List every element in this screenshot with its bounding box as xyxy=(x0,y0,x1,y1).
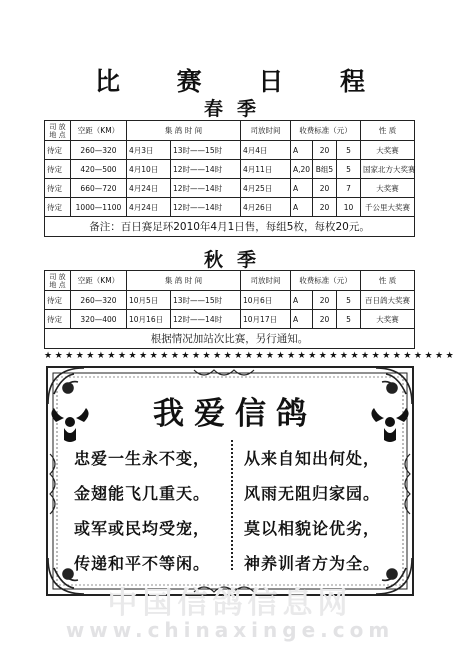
autumn-season-title: 秋季 xyxy=(203,249,270,271)
cell-distance: 660—720 xyxy=(71,179,127,198)
table-header-row xyxy=(45,121,415,141)
cell-release-date: 4月25日 xyxy=(241,179,291,198)
cell-grade: A xyxy=(291,291,313,310)
cell-location: 待定 xyxy=(45,198,71,217)
cell-collect-time: 12时——14时 xyxy=(171,198,241,217)
cell-release-date: 4月4日 xyxy=(241,141,291,160)
poem-left-line: 传递和平不等闲。 xyxy=(74,554,211,573)
cell-fee: 20 xyxy=(313,198,337,217)
cell-fee: 20 xyxy=(313,179,337,198)
table-row xyxy=(45,179,415,198)
header-release-time: 司放时间 xyxy=(241,271,291,291)
header-location: 司 放 地 点 xyxy=(45,121,71,141)
cell-collect-date: 4月24日 xyxy=(127,198,171,217)
poem-right-line: 莫以相貌论优劣， xyxy=(244,519,381,538)
cell-nature: 大奖赛 xyxy=(361,310,415,329)
cell-count: 5 xyxy=(337,291,361,310)
cell-grade: A xyxy=(291,179,313,198)
cell-location: 待定 xyxy=(45,160,71,179)
header-nature: 性 质 xyxy=(361,271,415,291)
cell-location: 待定 xyxy=(45,291,71,310)
cell-collect-time: 13时——15时 xyxy=(171,141,241,160)
cell-nature: 千公里大奖赛 xyxy=(361,198,415,217)
poem-right-line: 风雨无阻归家园。 xyxy=(244,484,381,503)
cell-count: 5 xyxy=(337,310,361,329)
poem-left-line: 金翅能飞几重天。 xyxy=(74,484,211,503)
cell-fee: 20 xyxy=(313,141,337,160)
header-nature: 性 质 xyxy=(361,121,415,141)
cell-distance: 260—320 xyxy=(71,291,127,310)
cell-count: 5 xyxy=(337,141,361,160)
star-divider: ★★★★★★★★★★★★★★★★★★★★★★★★★★★★★★★★★★★★★★★ xyxy=(44,351,457,361)
cell-collect-time: 13时——15时 xyxy=(171,291,241,310)
header-fee: 收费标准（元） xyxy=(291,271,361,291)
cell-grade: A xyxy=(291,310,313,329)
table-row xyxy=(45,198,415,217)
cell-location: 待定 xyxy=(45,310,71,329)
cell-grade: A,20 xyxy=(291,160,313,179)
cell-collect-date: 4月24日 xyxy=(127,179,171,198)
poem-right-line: 从来自知出何处， xyxy=(244,449,381,468)
cell-release-date: 10月6日 xyxy=(241,291,291,310)
page-title: 比 赛 日 程 xyxy=(94,67,390,96)
cell-collect-time: 12时——14时 xyxy=(171,179,241,198)
cell-distance: 320—400 xyxy=(71,310,127,329)
poem-left-line: 忠爱一生永不变， xyxy=(74,449,211,468)
table-row xyxy=(45,310,415,329)
cell-count: 10 xyxy=(337,198,361,217)
spring-note: 备注：百日赛足环2010年4月1日售，每组5枚，每枚20元。 xyxy=(45,217,415,237)
cell-fee: B组5 xyxy=(313,160,337,179)
watermark-url: www.chinaxinge.com xyxy=(65,618,395,642)
cell-nature: 大奖赛 xyxy=(361,179,415,198)
header-collect-time: 集 鸽 时 间 xyxy=(127,121,241,141)
cell-release-date: 4月26日 xyxy=(241,198,291,217)
cell-collect-time: 12时——14时 xyxy=(171,160,241,179)
watermark-site-name: 中国信鸽信息网 xyxy=(107,586,353,621)
cell-fee: 20 xyxy=(313,291,337,310)
cell-distance: 1000—1100 xyxy=(71,198,127,217)
header-release-time: 司放时间 xyxy=(241,121,291,141)
cell-nature: 大奖赛 xyxy=(361,141,415,160)
header-fee: 收费标准（元） xyxy=(291,121,361,141)
poem-title: 我爱信鸽 xyxy=(153,396,317,432)
cell-grade: A xyxy=(291,141,313,160)
table-row xyxy=(45,160,415,179)
poem-right-line: 神养训者方为全。 xyxy=(244,554,381,573)
cell-count: 7 xyxy=(337,179,361,198)
autumn-note: 根据情况加站次比赛，另行通知。 xyxy=(45,329,415,349)
spring-season-title: 春季 xyxy=(203,98,270,120)
cell-count: 5 xyxy=(337,160,361,179)
cell-location: 待定 xyxy=(45,179,71,198)
header-collect-time: 集 鸽 时 间 xyxy=(127,271,241,291)
cell-distance: 420—500 xyxy=(71,160,127,179)
header-location: 司 放 地 点 xyxy=(45,271,71,291)
cell-distance: 260—320 xyxy=(71,141,127,160)
table-row xyxy=(45,141,415,160)
cell-nature: 百日鸽大奖赛 xyxy=(361,291,415,310)
table-row xyxy=(45,291,415,310)
cell-collect-time: 12时——14时 xyxy=(171,310,241,329)
poem-left-line: 或军或民均受宠， xyxy=(74,519,211,538)
autumn-schedule-table xyxy=(44,270,415,349)
cell-collect-date: 4月10日 xyxy=(127,160,171,179)
cell-nature: 国家北方大奖赛 xyxy=(361,160,415,179)
cell-collect-date: 10月5日 xyxy=(127,291,171,310)
cell-location: 待定 xyxy=(45,141,71,160)
cell-fee: 20 xyxy=(313,310,337,329)
header-distance: 空距（KM） xyxy=(71,121,127,141)
header-distance: 空距（KM） xyxy=(71,271,127,291)
table-header-row xyxy=(45,271,415,291)
cell-release-date: 4月11日 xyxy=(241,160,291,179)
cell-collect-date: 4月3日 xyxy=(127,141,171,160)
spring-schedule-table xyxy=(44,120,415,237)
poem-column-divider xyxy=(231,440,234,570)
cell-collect-date: 10月16日 xyxy=(127,310,171,329)
cell-grade: A xyxy=(291,198,313,217)
cell-release-date: 10月17日 xyxy=(241,310,291,329)
